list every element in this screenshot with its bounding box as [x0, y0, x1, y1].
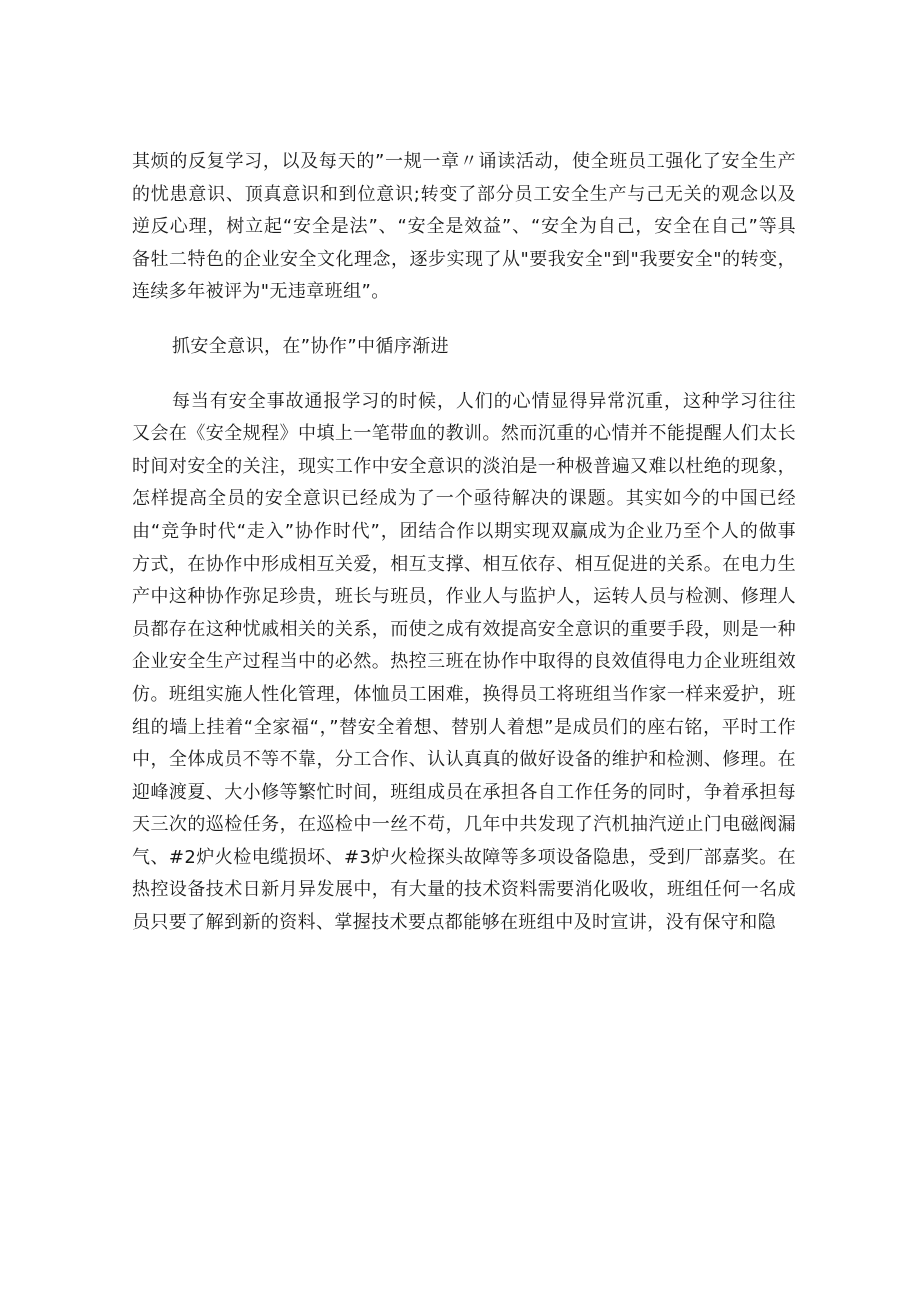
paragraph-continued: 其烦的反复学习，以及每天的”一规一章〃诵读活动，使全班员工强化了安全生产的忧患意识、顶真意识和到位意识;转变了部分员工安全生产与己无关的观念以及逆反心理，树立起“安全是法”、“安全是效益”、“安全为自己，安全在自己”等具备牡二特色的企业安全文化理念，逐步实现了从"要我安全"到"我要安全"的转变，连续多年被评为"无违章班组”。	[132, 151, 796, 303]
section-heading: 抓安全意识，在”协作”中循序渐进	[172, 335, 450, 357]
paragraph-body: 每当有安全事故通报学习的时候，人们的心情显得异常沉重，这种学习往往又会在《安全规程》中填上一笔带血的教训。然而沉重的心情并不能提醒人们太长时间对安全的关注，现实工作中安全意识的淡泊是一种极普遍又难以杜绝的现象，怎样提高全员的安全意识已经成为了一个亟待解决的课题。其实如今的中国已经由“竞争时代“走入”协作时代”，团结合作以期实现双赢成为企业乃至个人的做事方式，在协作中形成相互关爱，相互支撑、相互依存、相互促进的关系。在电力生产中这种协作弥足珍贵，班长与班员，作业人与监护人，运转人员与检测、修理人员都存在这种忧戚相关的关系，而使之成有效提高安全意识的重要手段，则是一种企业安全生产过程当中的必然。热控三班在协作中取得的良效值得电力企业班组效仿。班组实施人性化管理，体恤员工困难，换得员工将班组当作家一样来爱护，班组的墙上挂着“全家福“，”替安全着想、替别人着想”是成员们的座右铭，平时工作中，全体成员不等不靠，分工合作、认认真真的做好设备的维护和检测、修理。在迎峰渡夏、大小修等繁忙时间，班组成员在承担各自工作任务的同时，争着承担每天三次的巡检任务，在巡检中一丝不苟，几年中共发现了汽机抽汽逆止门电磁阀漏气、#2炉火检电缆损坏、#3炉火检探头故障等多项设备隐患，受到厂部嘉奖。在热控设备技术日新月异发展中，有大量的技术资料需要消化吸收，班组任何一名成员只要了解到新的资料、掌握技术要点都能够在班组中及时宣讲，没有保守和隐	[132, 390, 796, 934]
document-page	[132, 146, 796, 940]
